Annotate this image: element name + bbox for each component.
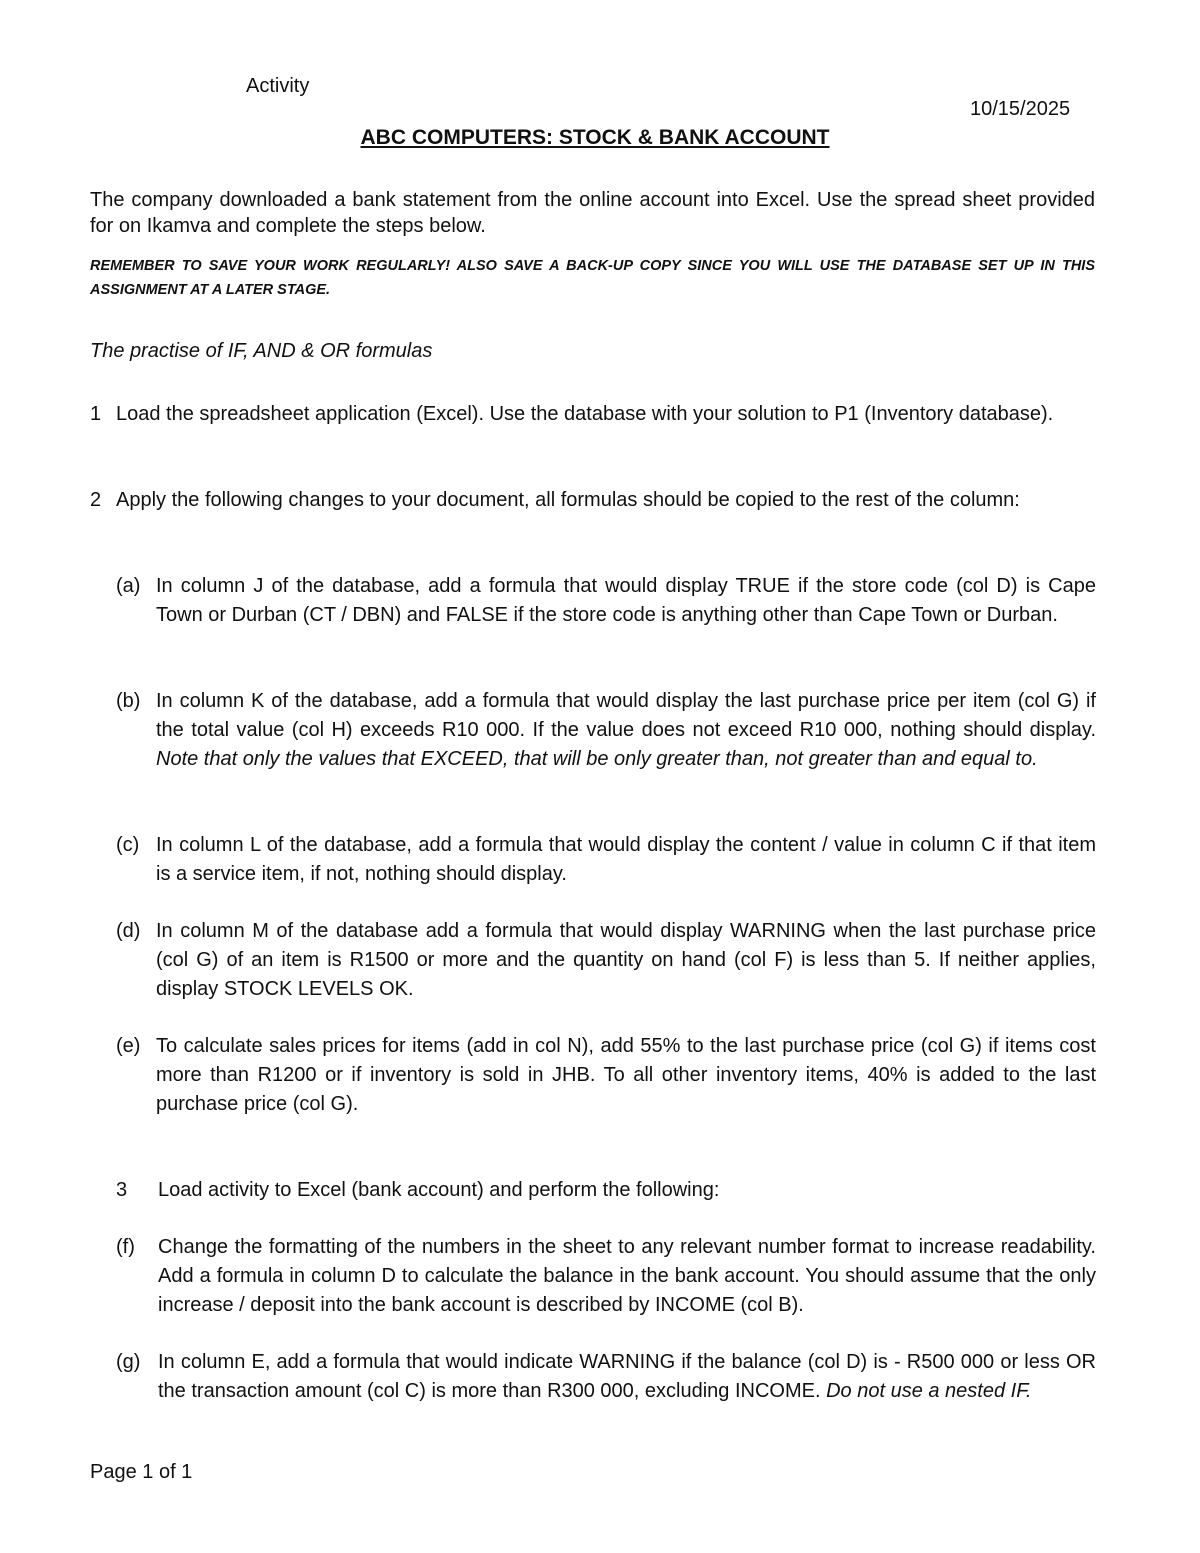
sub-item-text: In column K of the database, add a formula that would display the last purchase price per item (col G) if the total value (col H) exceeds R10 000. If the value does not exceed R10 000, nothing should display. bbox=[156, 690, 1096, 741]
step-text: Apply the following changes to your document, all formulas should be copied to the rest of the column: bbox=[116, 489, 1020, 511]
step-number: 1 bbox=[90, 403, 102, 425]
sub-item-label: (c) bbox=[116, 834, 140, 856]
sub-item-note: Do not use a nested IF. bbox=[826, 1380, 1032, 1402]
sub-item-label: (f) bbox=[116, 1236, 135, 1258]
sub-item-text: To calculate sales prices for items (add in col N), add 55% to the last purchase price (col G) if items cost more than R1200 or if inventory is sold in JHB. To all other inventory items, 40% is added to the last purchase price (col G). bbox=[156, 1035, 1096, 1115]
page-footer: Page 1 of 1 bbox=[90, 1461, 193, 1483]
sub-item-text: In column J of the database, add a formula that would display TRUE if the store code (col D) is Cape Town or Durban (CT / DBN) and FALSE if the store code is anything other than Cape Town or Durban. bbox=[156, 575, 1096, 626]
intro-paragraph: The company downloaded a bank statement from the online account into Excel. Use the spread sheet provided for on Ikamva and complete the steps below. bbox=[90, 189, 1095, 237]
step-2 bbox=[90, 486, 1095, 515]
step-text: Load the spreadsheet application (Excel). Use the database with your solution to P1 (Inventory database). bbox=[116, 403, 1054, 425]
sub-item-f bbox=[116, 1233, 1096, 1320]
header-activity: Activity bbox=[246, 75, 310, 97]
document-title: ABC COMPUTERS: STOCK & BANK ACCOUNT bbox=[360, 126, 830, 149]
sub-item-text: In column L of the database, add a formula that would display the content / value in column C if that item is a service item, if not, nothing should display. bbox=[156, 834, 1096, 885]
sub-item-label: (b) bbox=[116, 690, 141, 712]
step-number: 2 bbox=[90, 489, 102, 511]
sub-item-a bbox=[116, 572, 1096, 630]
sub-item-label: (e) bbox=[116, 1035, 141, 1057]
sub-item-d bbox=[116, 917, 1096, 1004]
sub-item-c bbox=[116, 831, 1096, 889]
sub-item-text: In column M of the database add a formula that would display WARNING when the last purchase price (col G) of an item is R1500 or more and the quantity on hand (col F) is less than 5. If neither applies, display STOCK LEVELS OK. bbox=[156, 920, 1096, 1000]
header-date: 10/15/2025 bbox=[970, 98, 1071, 120]
step-text: Load activity to Excel (bank account) and perform the following: bbox=[158, 1179, 720, 1201]
sub-item-label: (d) bbox=[116, 920, 141, 942]
sub-item-b bbox=[116, 687, 1096, 774]
section-heading: The practise of IF, AND & OR formulas bbox=[90, 340, 433, 362]
sub-item-label: (g) bbox=[116, 1351, 141, 1373]
sub-item-label: (a) bbox=[116, 575, 141, 597]
step-3 bbox=[116, 1176, 1096, 1205]
sub-item-e bbox=[116, 1032, 1096, 1119]
step-number: 3 bbox=[116, 1179, 128, 1201]
step-1 bbox=[90, 400, 1095, 429]
sub-item-g bbox=[116, 1348, 1096, 1406]
sub-item-note: Note that only the values that EXCEED, that will be only greater than, not greater than and equal to. bbox=[156, 748, 1038, 770]
save-warning: REMEMBER TO SAVE YOUR WORK REGULARLY! ALSO SAVE A BACK-UP COPY SINCE YOU WILL USE THE DATABASE SET UP IN THIS ASSIGNMENT AT A LATER STAGE. bbox=[90, 258, 1095, 298]
sub-item-text: Change the formatting of the numbers in the sheet to any relevant number format to increase readability. Add a formula in column D to calculate the balance in the bank account. You should assume that the only increase / deposit into the bank account is described by INCOME (col B). bbox=[158, 1236, 1096, 1316]
sub-item-text: In column E, add a formula that would indicate WARNING if the balance (col D) is - R500 000 or less OR the transaction amount (col C) is more than R300 000, excluding INCOME. bbox=[158, 1351, 1096, 1402]
